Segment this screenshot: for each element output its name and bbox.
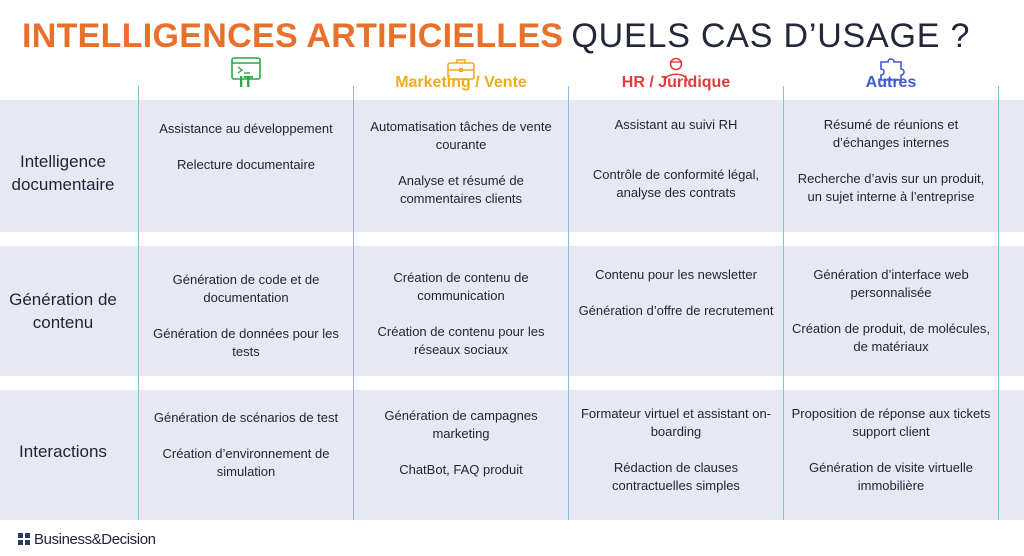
list-item: Création de contenu pour les réseaux sociaux xyxy=(377,324,545,357)
cell-interactions-marketing xyxy=(361,407,561,479)
company-logo xyxy=(18,530,156,548)
list-item: Rédaction de clauses contractuelles simples xyxy=(612,460,740,493)
cell-generation-hr xyxy=(576,266,776,320)
column-label: Autres xyxy=(865,74,917,91)
list-item: Assistant au suivi RH xyxy=(614,117,738,132)
column-divider xyxy=(783,86,784,520)
list-item: Génération d’offre de recrutement xyxy=(578,303,774,318)
column-header-marketing xyxy=(355,56,567,112)
page-title xyxy=(22,14,970,58)
list-item: Génération de données pour les tests xyxy=(153,326,339,359)
list-item: Contrôle de conformité légal, analyse des contrats xyxy=(592,167,760,200)
cell-intelligence-hr xyxy=(576,116,776,202)
list-item: Formateur virtuel et assistant on-boarding xyxy=(580,406,772,439)
cell-interactions-it xyxy=(146,409,346,481)
list-item: Analyse et résumé de commentaires clients xyxy=(398,173,524,206)
title-strong: INTELLIGENCES ARTIFICIELLES xyxy=(22,17,564,55)
cell-generation-marketing xyxy=(361,269,561,359)
cell-intelligence-marketing xyxy=(361,118,561,208)
cell-generation-it xyxy=(146,271,346,361)
row-label-interactions: Interactions xyxy=(19,441,107,461)
column-header-autres xyxy=(785,56,997,112)
column-divider xyxy=(353,86,354,520)
cell-interactions-autres xyxy=(791,405,991,495)
list-item: Recherche d’avis sur un produit, un sujet interne à l’entreprise xyxy=(797,171,985,204)
column-divider xyxy=(568,86,569,520)
column-label: IT xyxy=(238,74,254,91)
list-item: Création de produit, de molécules, de matériaux xyxy=(791,321,990,354)
list-item: Assistance au développement xyxy=(159,121,333,136)
column-divider xyxy=(138,86,139,520)
list-item: Génération de visite virtuelle immobilière xyxy=(808,460,974,493)
list-item: Génération d’interface web personnalisée xyxy=(813,267,969,300)
list-item: ChatBot, FAQ produit xyxy=(399,462,523,477)
list-item: Relecture documentaire xyxy=(176,157,316,172)
column-label: HR / Juridique xyxy=(621,74,731,91)
row-label-generation: Génération de contenu xyxy=(9,290,117,332)
column-header-hr xyxy=(570,56,782,112)
logo-mark-icon xyxy=(18,533,30,545)
list-item: Création d’environnement de simulation xyxy=(162,446,330,479)
logo-text: Business&Decision xyxy=(34,530,156,548)
list-item: Création de contenu de communication xyxy=(393,270,529,303)
column-divider xyxy=(998,86,999,520)
cell-intelligence-it xyxy=(146,120,346,174)
list-item: Proposition de réponse aux tickets support client xyxy=(791,406,991,439)
column-label: Marketing / Vente xyxy=(395,74,527,91)
row-label-intelligence: Intelligence documentaire xyxy=(11,152,115,194)
list-item: Contenu pour les newsletter xyxy=(595,267,757,282)
list-item: Génération de code et de documentation xyxy=(172,272,320,305)
cell-intelligence-autres xyxy=(791,116,991,206)
list-item: Génération de campagnes marketing xyxy=(384,408,538,441)
list-item: Automatisation tâches de vente courante xyxy=(370,119,552,152)
list-item: Résumé de réunions et d’échanges internes xyxy=(823,117,959,150)
list-item: Génération de scénarios de test xyxy=(153,410,339,425)
title-light: QUELS CAS D’USAGE ? xyxy=(571,17,971,55)
cell-interactions-hr xyxy=(576,405,776,495)
cell-generation-autres xyxy=(791,266,991,356)
column-header-it xyxy=(140,56,352,112)
